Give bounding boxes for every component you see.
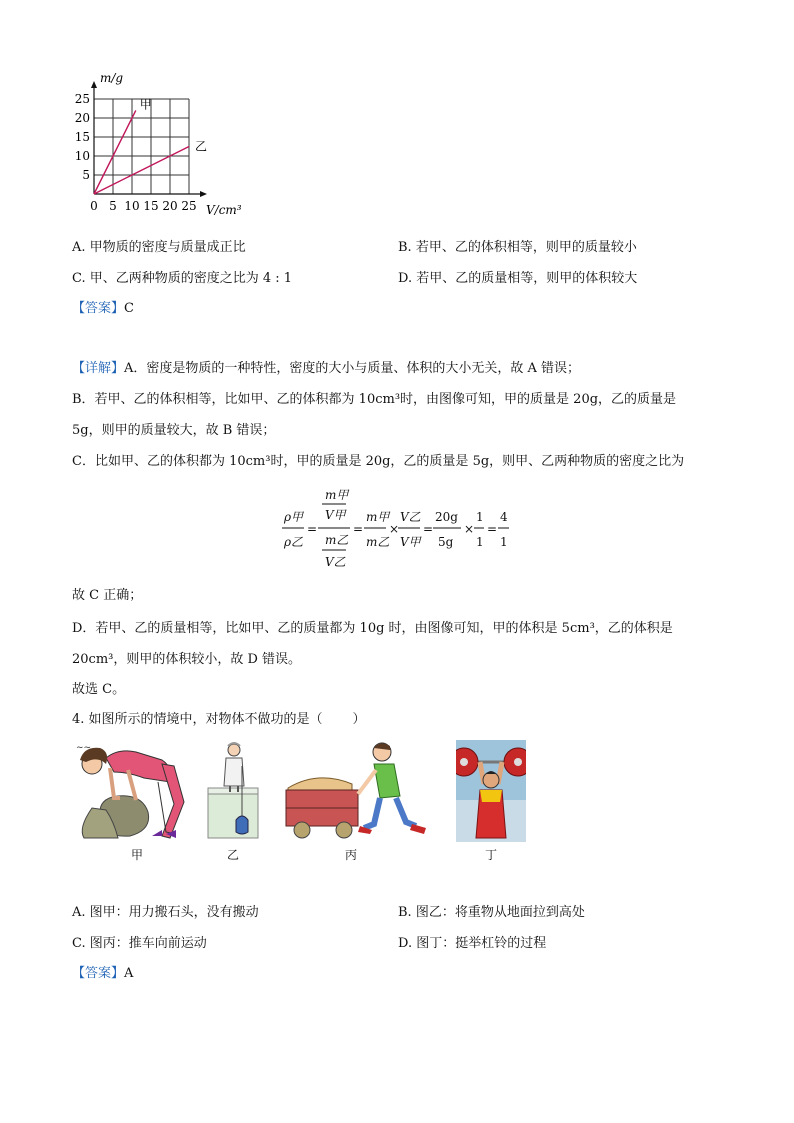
f-one-a: 1: [476, 510, 484, 524]
svg-text:=: =: [353, 522, 364, 536]
x-tick-15: 15: [143, 199, 159, 213]
x-axis-label: V/cm³: [206, 203, 242, 217]
picture-yi-man-pulling-weight: [206, 740, 260, 840]
svg-text:=: =: [487, 522, 498, 536]
series-line-1: [94, 110, 136, 194]
f-v-jia-1: V甲: [325, 508, 346, 522]
x-tick-0: 0: [90, 199, 98, 213]
f-four: 4: [500, 510, 508, 524]
explain-tag: 【详解】: [72, 361, 125, 376]
caption-ding: 丁: [485, 848, 498, 862]
mass-volume-graph: [70, 66, 260, 218]
q4-option-b: B. 图乙：将重物从地面拉到高处: [398, 905, 585, 920]
f-m-yi-1: m乙: [325, 533, 349, 547]
y-tick-5: 5: [82, 168, 90, 182]
answer-tag: 【答案】: [72, 301, 125, 316]
f-v-yi-2: V乙: [400, 510, 421, 524]
svg-text:×: ×: [389, 522, 400, 536]
caption-jia: 甲: [131, 848, 144, 862]
f-rho-yi: ρ乙: [284, 535, 304, 549]
svg-text:=: =: [423, 522, 434, 536]
caption-bing: 丙: [345, 848, 358, 862]
f-m-jia-1: m甲: [325, 488, 349, 502]
q3-option-d: D. 若甲、乙的质量相等，则甲的体积较大: [398, 271, 638, 286]
picture-bing-boy-pushing-cart: [282, 740, 434, 842]
svg-text:~~: ~~: [76, 743, 92, 753]
f-one-c: 1: [500, 535, 508, 549]
graph-grid: [94, 99, 189, 194]
explain-line-b2: 5g，则甲的质量较大，故 B 错误；: [72, 423, 276, 438]
caption-yi: 乙: [227, 848, 240, 862]
q3-option-b: B. 若甲、乙的体积相等，则甲的质量较小: [398, 240, 637, 255]
q4-option-a: A. 图甲：用力搬石头，没有搬动: [72, 905, 259, 920]
svg-text:×: ×: [464, 522, 475, 536]
picture-jia-woman-lifting-stone: [70, 738, 188, 842]
answer-value: C: [124, 301, 134, 316]
after-line-2: D．若甲、乙的质量相等，比如甲、乙的质量都为 10g 时，由图像可知，甲的体积是 5cm³，乙的体积是: [72, 621, 673, 636]
y-tick-25: 25: [74, 92, 90, 106]
series-label-1: 甲: [139, 97, 152, 112]
f-5g: 5g: [438, 535, 454, 549]
explain-line-b1: B．若甲、乙的体积相等，比如甲、乙的体积都为 10cm³时，由图像可知，甲的质量是 20g，乙的质量是: [72, 392, 677, 407]
q4-stem-text: 4. 如图所示的情境中，对物体不做功的是（: [72, 712, 323, 727]
after-line-1: 故 C 正确；: [72, 588, 143, 603]
f-m-jia-2: m甲: [366, 510, 390, 524]
y-axis-arrow: [91, 81, 97, 88]
after-line-3: 20cm³，则甲的体积较小，故 D 错误。: [72, 652, 302, 667]
q3-option-c: C. 甲、乙两种物质的密度之比为 4 : 1: [72, 271, 293, 286]
f-rho-jia: ρ甲: [284, 510, 304, 524]
picture-ding-weightlifter: [456, 740, 526, 842]
f-20g: 20g: [435, 510, 458, 524]
q4-answer-value: A: [124, 966, 134, 981]
q4-answer-tag: 【答案】: [72, 966, 125, 981]
q4-option-d: D. 图丁：挺举杠铃的过程: [398, 936, 547, 951]
explain-line-a: [72, 360, 580, 378]
f-v-jia-2: V甲: [400, 535, 421, 549]
x-tick-10: 10: [124, 199, 140, 213]
y-tick-20: 20: [74, 111, 90, 125]
series-line-2: [94, 147, 189, 195]
x-tick-20: 20: [162, 199, 178, 213]
y-tick-15: 15: [74, 130, 90, 144]
q4-answer: [72, 962, 133, 981]
density-ratio-formula: [278, 484, 518, 576]
f-m-yi-2: m乙: [366, 535, 390, 549]
x-axis-arrow: [200, 191, 207, 197]
q3-option-a: A. 甲物质的密度与质量成正比: [72, 240, 246, 255]
q3-answer: [72, 297, 134, 316]
explain-line-c: C．比如甲、乙的体积都为 10cm³时，甲的质量是 20g，乙的质量是 5g，则甲、乙两种物质的密度之比为: [72, 454, 685, 469]
q4-stem-close: ）: [352, 712, 366, 727]
y-tick-10: 10: [74, 149, 90, 163]
x-tick-5: 5: [109, 199, 117, 213]
f-one-b: 1: [476, 535, 484, 549]
svg-text:=: =: [307, 522, 318, 536]
explain-text-a: A．密度是物质的一种特性，密度的大小与质量、体积的大小无关，故 A 错误；: [124, 361, 581, 376]
f-v-yi-1: V乙: [325, 555, 346, 569]
after-line-4: 故选 C。: [72, 682, 126, 697]
q4-stem: [72, 711, 366, 729]
series-label-2: 乙: [195, 139, 208, 154]
q4-option-c: C. 图丙：推车向前运动: [72, 936, 207, 951]
y-axis-label: m/g: [100, 71, 124, 85]
x-tick-25: 25: [181, 199, 197, 213]
